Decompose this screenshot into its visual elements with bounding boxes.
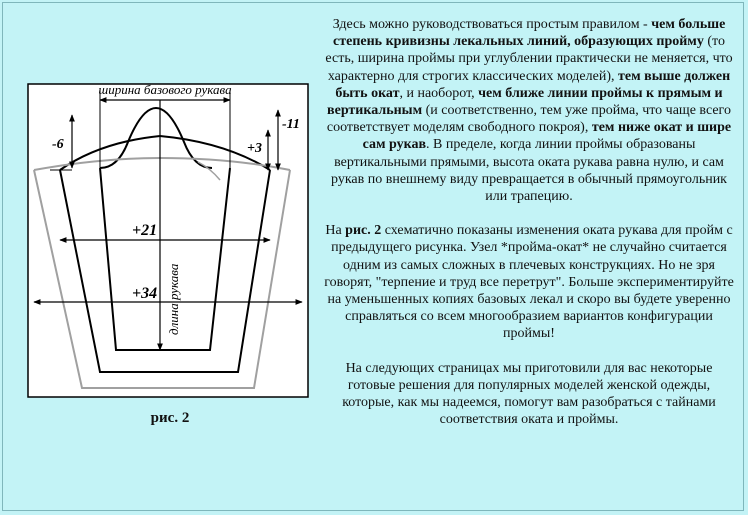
p1-text-3: , и наоборот, <box>399 85 479 101</box>
plus34-label: +34 <box>132 285 158 302</box>
p2-text-1: На <box>325 223 346 239</box>
plus21-label: +21 <box>132 222 158 239</box>
minus11-label: -11 <box>282 117 300 132</box>
article-text <box>322 16 736 428</box>
sleeve-diagram-svg <box>20 70 320 410</box>
paragraph-2 <box>322 222 736 342</box>
figure-caption: рис. 2 <box>150 410 190 426</box>
p1-bold-3: чем ближе линии проймы к прямым и вертикальным <box>327 85 723 119</box>
paragraph-3: На следующих страницах мы приготовили для вас некоторые готовые решения для популярных моделей женской одежды, которые, как мы надеемся, помогут вам разобраться с тайнами соответствия оката и проймы. <box>342 360 716 428</box>
p1-text-5: . В пределе, когда линии проймы образованы вертикальными прямыми, высота оката рукава равна нулю, и сам рукав по внешнему виду превращается в обычный прямоугольник или трапецию. <box>331 137 727 205</box>
p2-bold-1: рис. 2 <box>345 223 382 239</box>
plus3-label: +3 <box>247 141 262 156</box>
p1-text-1: Здесь можно руководствоваться простым правилом - <box>332 17 652 32</box>
sleeve-length-label: длина рукава <box>166 263 181 335</box>
p1-bold-4: тем ниже окат и шире сам рукав <box>362 120 732 153</box>
p1-bold-1: чем больше степень кривизны лекальных линий, образующих пройму <box>333 17 726 50</box>
sleeve-diagram <box>20 70 320 410</box>
minus6-label: -6 <box>52 137 64 152</box>
p2-text-2: схематично показаны изменения оката рукава для пройм с предыдущего рисунка. Узел *пройма-окат* не случайно считается одним из самых сложных в плечевых конструкциях. Но не зря говорят, "терпение и труд все перетрут". Больше экспериментируйте на уменьшенных копиях базовых лекал и скоро вы будете уверенно справляться со всем многообразием вариантов конфигурации проймы! <box>324 223 734 342</box>
p1-text-2: (то есть, ширина проймы при углублении практически не меняется, что характерно для строгих классических моделей), <box>325 34 733 84</box>
paragraph-1 <box>322 16 736 205</box>
base-width-label: ширина базового рукава <box>98 82 232 97</box>
p1-text-4: (и соответственно, тем уже пройма, что чаще всего соответствует моделям свободного покроя), <box>326 103 731 136</box>
p1-bold-2: тем выше должен быть окат <box>335 68 731 101</box>
